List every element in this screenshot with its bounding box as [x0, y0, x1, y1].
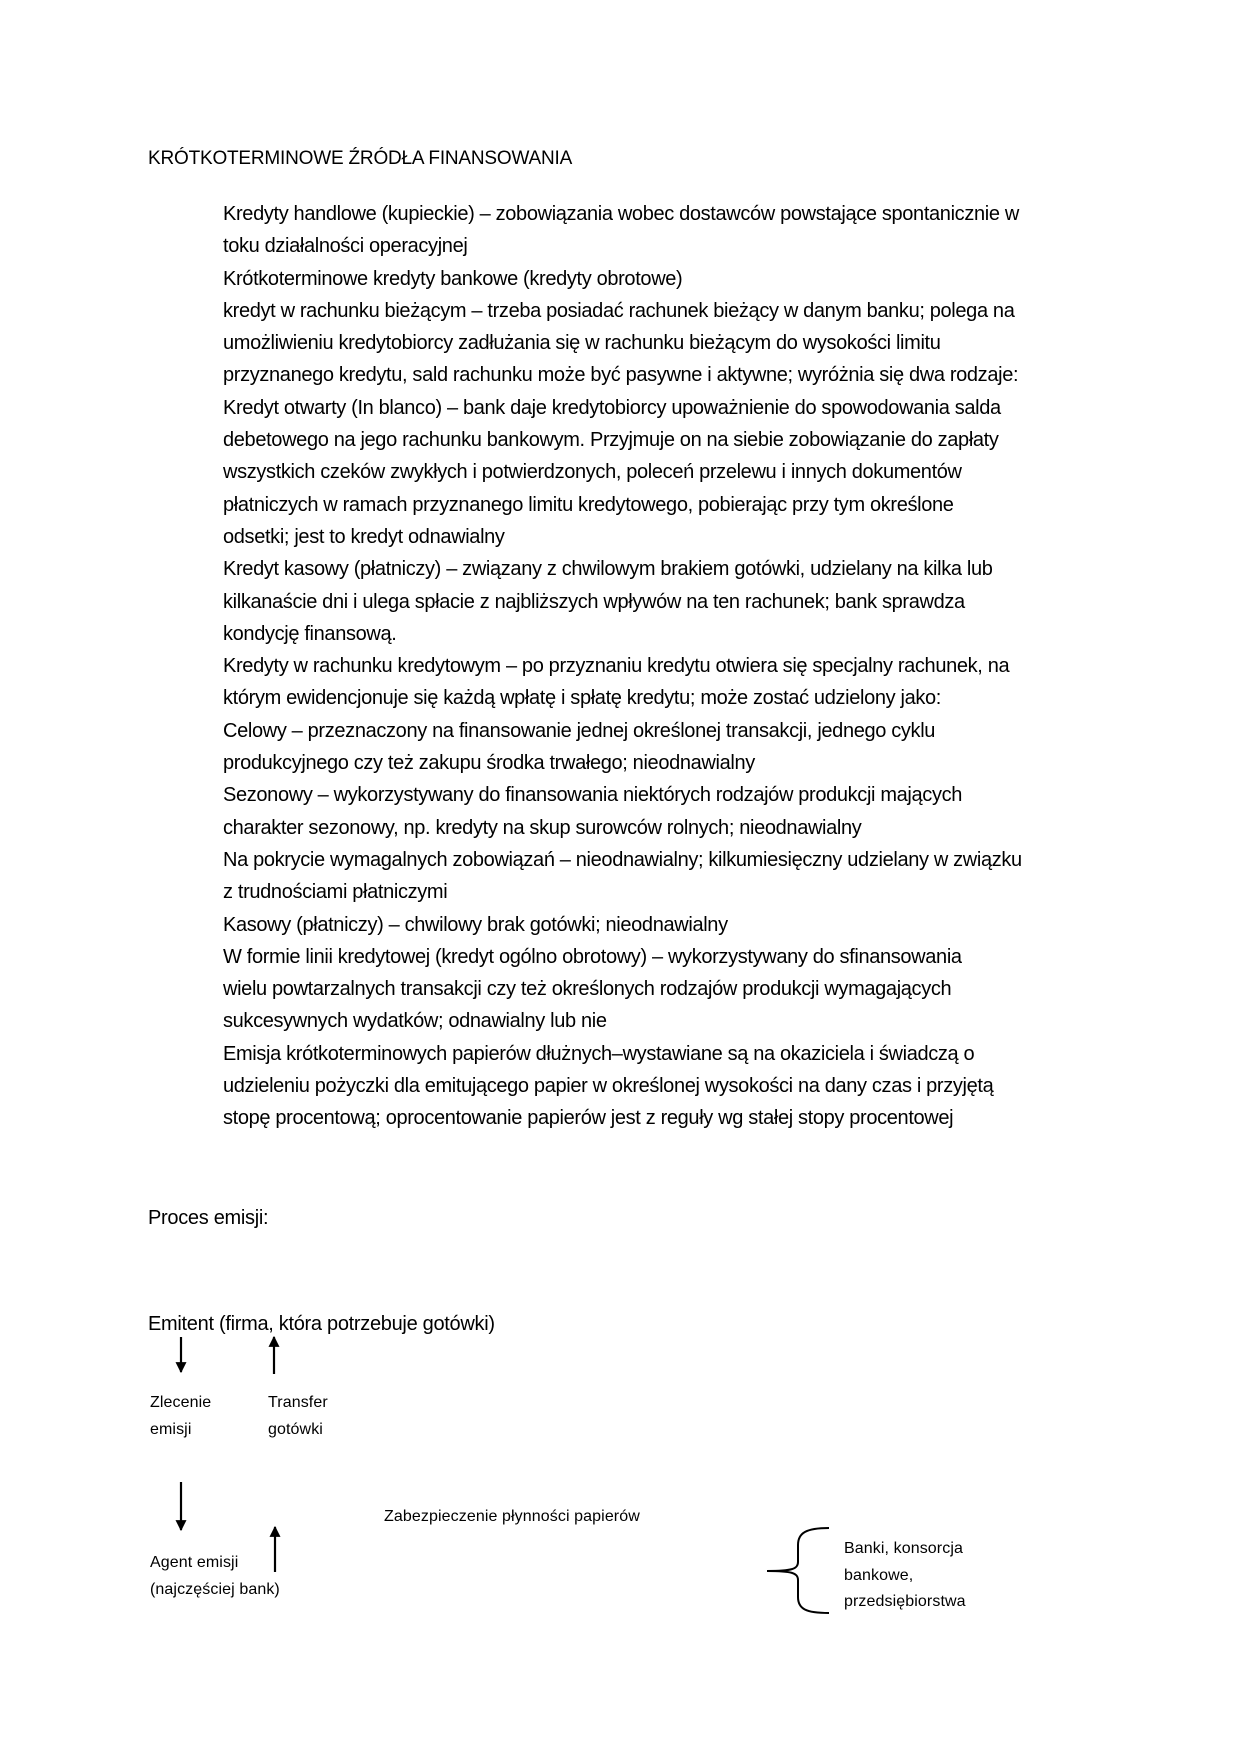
body-line: Krótkoterminowe kredyty bankowe (kredyty obrotowe)	[223, 267, 683, 290]
zlecenie-line-2: emisji	[150, 1420, 192, 1438]
banki-line-2: bankowe,	[844, 1566, 914, 1584]
banki-line-1: Banki, konsorcja	[844, 1540, 963, 1557]
body-line: Kredyt otwarty (In blanco) – bank daje kredytobiorcy upoważnienie do spowodowania salda	[223, 396, 1001, 419]
zlecenie-line-1: Zlecenie	[150, 1394, 212, 1411]
body-line: umożliwieniu kredytobiorcy zadłużania się w rachunku bieżącym do wysokości limitu	[223, 332, 941, 355]
body-line: charakter sezonowy, np. kredyty na skup surowców rolnych; nieodnawialny	[223, 816, 862, 839]
zlecenie-label	[150, 1390, 211, 1443]
banki-line-3: przedsiębiorstwa	[844, 1593, 966, 1610]
body-line: Na pokrycie wymagalnych zobowiązań – nieodnawialny; kilkumiesięczny udzielany w związku	[223, 848, 1022, 871]
body-line: Sezonowy – wykorzystywany do finansowania niektórych rodzajów produkcji mających	[223, 784, 963, 807]
emitent-label: Emitent (firma, która potrzebuje gotówki)	[148, 1313, 495, 1335]
body-line: Kasowy (płatniczy) – chwilowy brak gotówki; nieodnawialny	[223, 913, 728, 936]
agent-line-2: (najczęściej bank)	[150, 1580, 280, 1598]
body-text	[223, 198, 1103, 1135]
body-line: Kredyt kasowy (płatniczy) – związany z chwilowym brakiem gotówki, udzielany na kilka lub	[223, 558, 993, 581]
body-line: sukcesywnych wydatków; odnawialny lub nie	[223, 1010, 607, 1033]
body-line: przyznanego kredytu, sald rachunku może być pasywne i aktywne; wyróżnia się dwa rodzaje:	[223, 364, 1019, 387]
body-line: Kredyty w rachunku kredytowym – po przyznaniu kredytu otwiera się specjalny rachunek, na	[223, 655, 1010, 678]
curly-brace-icon	[767, 1528, 829, 1613]
body-line: Kredyty handlowe (kupieckie) – zobowiązania wobec dostawców powstające spontanicznie w	[223, 203, 1019, 225]
agent-label	[150, 1550, 280, 1603]
body-line: udzieleniu pożyczki dla emitującego papier w określonej wysokości na dany czas i przyjętą	[223, 1075, 994, 1098]
body-line: toku działalności operacyjnej	[223, 235, 468, 258]
body-line: kredyt w rachunku bieżącym – trzeba posiadać rachunek bieżący w danym banku; polega na	[223, 299, 1015, 322]
page-title: KRÓTKOTERMINOWE ŹRÓDŁA FINANSOWANIA	[148, 148, 573, 169]
body-line: wielu powtarzalnych transakcji czy też określonych rodzajów produkcji wymagających	[223, 978, 952, 1001]
body-line: odsetki; jest to kredyt odnawialny	[223, 525, 505, 548]
banki-label	[844, 1536, 966, 1616]
body-line: W formie linii kredytowej (kredyt ogólno obrotowy) – wykorzystywany do sfinansowania	[223, 945, 962, 968]
transfer-label	[268, 1390, 328, 1443]
body-line: kondycję finansową.	[223, 622, 397, 645]
body-line: kilkanaście dni i ulega spłacie z najbliższych wpływów na ten rachunek; bank sprawdza	[223, 590, 965, 613]
body-line: debetowego na jego rachunku bankowym. Przyjmuje on na siebie zobowiązanie do zapłaty	[223, 429, 999, 452]
body-line: wszystkich czeków zwykłych i potwierdzonych, poleceń przelewu i innych dokumentów	[223, 461, 962, 484]
body-line: Emisja krótkoterminowych papierów dłużnych–wystawiane są na okaziciela i świadczą o	[223, 1042, 975, 1065]
transfer-line-1: Transfer	[268, 1394, 328, 1411]
body-line: płatniczych w ramach przyznanego limitu kredytowego, pobierając przy tym określone	[223, 493, 954, 516]
body-line: produkcyjnego czy też zakupu środka trwałego; nieodnawialny	[223, 752, 755, 775]
body-line: Celowy – przeznaczony na finansowanie jednej określonej transakcji, jednego cyklu	[223, 719, 936, 742]
agent-line-1: Agent emisji	[150, 1554, 239, 1571]
body-line: którym ewidencjonuje się każdą wpłatę i spłatę kredytu; może zostać udzielony jako:	[223, 687, 941, 710]
transfer-line-2: gotówki	[268, 1420, 323, 1438]
body-line: z trudnościami płatniczymi	[223, 881, 448, 904]
body-line: stopę procentową; oprocentowanie papierów jest z reguły wg stałej stopy procentowej	[223, 1107, 954, 1130]
process-heading: Proces emisji:	[148, 1207, 269, 1229]
zabezpieczenie-label: Zabezpieczenie płynności papierów	[384, 1508, 640, 1525]
